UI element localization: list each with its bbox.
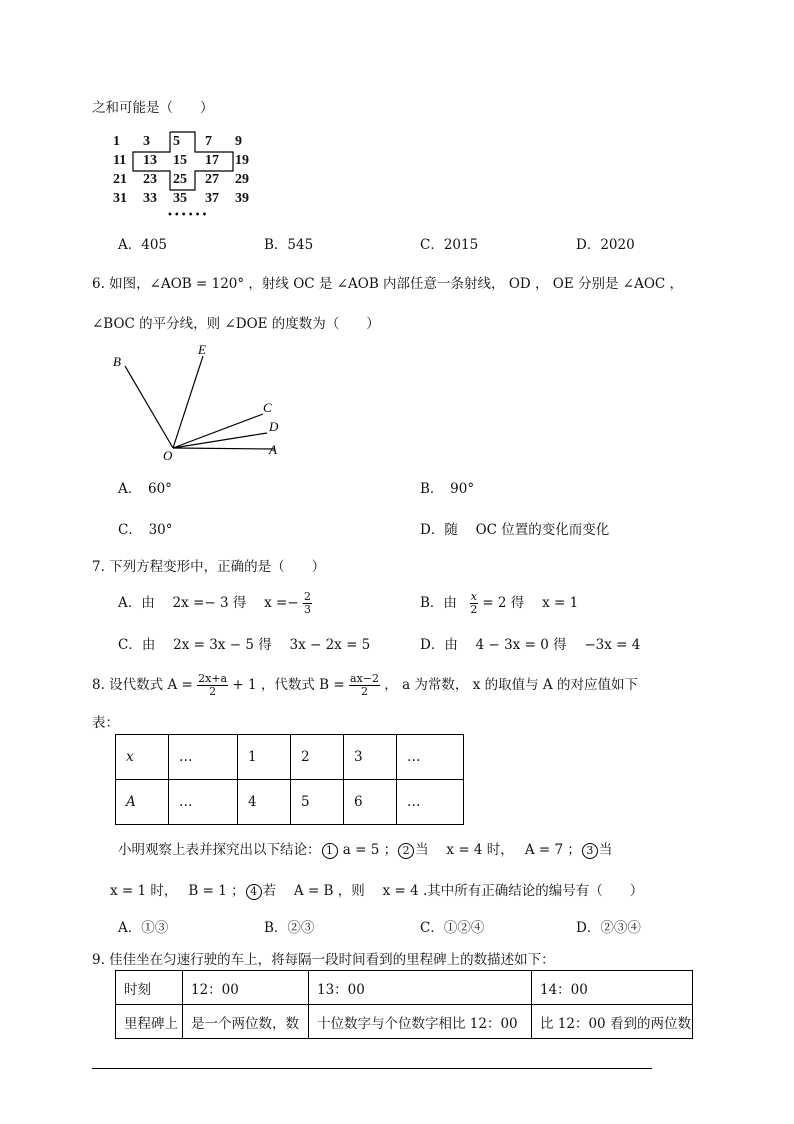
q7-b-text: B．由 <box>420 595 457 611</box>
circled-4: 4 <box>246 884 262 900</box>
q5-option-d[interactable]: D．2020 <box>576 237 635 253</box>
ray-od <box>173 433 267 448</box>
table-row <box>116 735 464 780</box>
q7-option-d[interactable]: D．由 4 − 3x = 0 得 −3x = 4 <box>420 637 641 653</box>
number-grid-figure <box>105 130 265 222</box>
q7-option-c[interactable]: C．由 2x = 3x − 5 得 3x − 2x = 5 <box>118 637 371 653</box>
table-cell: 十位数字与个位数字相比 12：00 <box>309 1005 532 1039</box>
ray-oa <box>173 448 275 449</box>
q8-c3: 当 <box>598 842 613 858</box>
circled-3: 3 <box>582 843 598 859</box>
grid-number: 15 <box>173 153 187 168</box>
q8-conclusions-line1 <box>118 838 612 859</box>
table-cell: … <box>169 735 238 780</box>
angle-figure <box>105 338 295 468</box>
q8-option-a[interactable]: A．①③ <box>118 920 169 936</box>
q5-option-b[interactable]: B．545 <box>264 237 314 253</box>
fraction-a: $\frac{2x+a}{2}$ <box>198 672 228 698</box>
fraction-x-over-2: $\frac{x}{2}$ <box>470 590 478 616</box>
table-cell: 1 <box>238 735 291 780</box>
label-a: A <box>269 442 277 457</box>
grid-number: 13 <box>143 153 157 168</box>
grid-continuation-dots: •••••• <box>167 210 209 221</box>
table-row <box>116 971 693 1005</box>
q7-option-a[interactable] <box>118 591 312 616</box>
q6-option-a[interactable]: A． 60° <box>118 481 172 497</box>
grid-number: 21 <box>113 172 127 187</box>
grid-number: 5 <box>173 134 180 149</box>
table-cell: 13：00 <box>309 971 532 1005</box>
q7-stem: 7. 下列方程变形中，正确的是（ ） <box>92 559 326 575</box>
q8-c2: 当 x = 4 时， A = 7 ； <box>415 842 581 858</box>
grid-number: 17 <box>205 153 219 168</box>
grid-number: 3 <box>143 134 150 149</box>
table-cell: A <box>116 780 169 825</box>
q8-option-d[interactable]: D．②③④ <box>576 920 641 936</box>
q8-c-intro: 小明观察上表并探究出以下结论： <box>118 842 321 858</box>
grid-number: 23 <box>143 172 157 187</box>
ray-oe <box>173 356 203 448</box>
q8-c4: 若 A = B ，则 x = 4 .其中所有正确结论的编号有（ ） <box>262 883 644 899</box>
q7-a-text: A．由 2x =− 3 得 x =− <box>118 595 299 611</box>
q8-c1: a = 5 ； <box>338 842 398 858</box>
grid-number: 19 <box>235 153 249 168</box>
q7-option-b[interactable] <box>420 591 578 616</box>
ray-oc <box>173 414 263 448</box>
grid-number: 39 <box>235 191 249 206</box>
q6-option-b[interactable]: B． 90° <box>420 481 475 497</box>
label-e: E <box>198 342 206 357</box>
q8-stem-line1 <box>92 673 638 698</box>
q7-b-result: = 2 得 x = 1 <box>482 595 579 611</box>
circled-1: 1 <box>322 843 338 859</box>
grid-number: 33 <box>143 191 157 206</box>
circled-2: 2 <box>398 843 414 859</box>
label-b: B <box>113 354 121 369</box>
table-cell: … <box>397 735 464 780</box>
q8-value-table <box>115 734 464 825</box>
q8-c3-cont: x = 1 时， B = 1 ； <box>110 883 245 899</box>
fraction-b: $\frac{ax-2}{2}$ <box>350 672 379 698</box>
table-cell: 是一个两位数，数 <box>183 1005 309 1039</box>
q8-post: ， a 为常数， x 的取值与 A 的对应值如下 <box>384 677 638 693</box>
table-row <box>116 1005 693 1039</box>
table-cell: 里程碑上 <box>116 1005 183 1039</box>
grid-number: 1 <box>113 134 120 149</box>
ray-ob <box>125 366 173 448</box>
table-cell: 12：00 <box>183 971 309 1005</box>
footer-rule <box>92 1068 652 1069</box>
grid-number: 31 <box>113 191 127 206</box>
grid-number: 35 <box>173 191 187 206</box>
q6-option-c[interactable]: C． 30° <box>118 522 173 538</box>
label-c: C <box>263 400 272 415</box>
q6-stem-line2: ∠BOC 的平分线，则 ∠DOE 的度数为（ ） <box>92 316 380 332</box>
table-row <box>116 780 464 825</box>
q6-option-d[interactable]: D．随 OC 位置的变化而变化 <box>420 522 610 538</box>
q8-pre: 8. 设代数式 A = <box>92 677 193 693</box>
table-cell: 2 <box>291 735 344 780</box>
table-cell: 比 12：00 看到的两位数 <box>532 1005 693 1039</box>
q8-option-c[interactable]: C．①②④ <box>420 920 485 936</box>
q8-mid: + 1 ，代数式 B = <box>232 677 345 693</box>
label-o: O <box>163 448 173 463</box>
table-cell: x <box>116 735 169 780</box>
q6-stem-line1: 6. 如图，∠AOB = 120° ，射线 OC 是 ∠AOB 内部任意一条射线， OD ， OE 分别是 ∠AOC ， <box>92 276 684 292</box>
q9-stem: 9. 佳佳坐在匀速行驶的车上，将每隔一段时间看到的里程碑上的数描述如下： <box>92 952 555 968</box>
grid-number: 27 <box>205 172 219 187</box>
q9-milestone-table <box>115 970 693 1039</box>
table-cell: 5 <box>291 780 344 825</box>
fraction-two-thirds: $\frac{2}{3}$ <box>303 590 311 616</box>
q8-stem-line2: 表： <box>92 715 119 731</box>
grid-number: 11 <box>113 153 127 168</box>
table-cell: … <box>169 780 238 825</box>
grid-number: 9 <box>235 134 242 149</box>
table-cell: 4 <box>238 780 291 825</box>
grid-number: 25 <box>173 172 187 187</box>
q5-stem-tail: 之和可能是（ ） <box>92 100 214 116</box>
grid-number: 29 <box>235 172 249 187</box>
q5-option-a[interactable]: A．405 <box>118 237 168 253</box>
table-cell: 3 <box>344 735 397 780</box>
q5-option-c[interactable]: C．2015 <box>420 237 479 253</box>
grid-number: 7 <box>205 134 212 149</box>
table-cell: … <box>397 780 464 825</box>
label-d: D <box>269 419 279 434</box>
table-cell: 时刻 <box>116 971 183 1005</box>
grid-number: 37 <box>205 191 219 206</box>
table-cell: 6 <box>344 780 397 825</box>
q8-option-b[interactable]: B．②③ <box>264 920 315 936</box>
q8-conclusions-line2 <box>110 879 643 900</box>
table-cell: 14：00 <box>532 971 693 1005</box>
